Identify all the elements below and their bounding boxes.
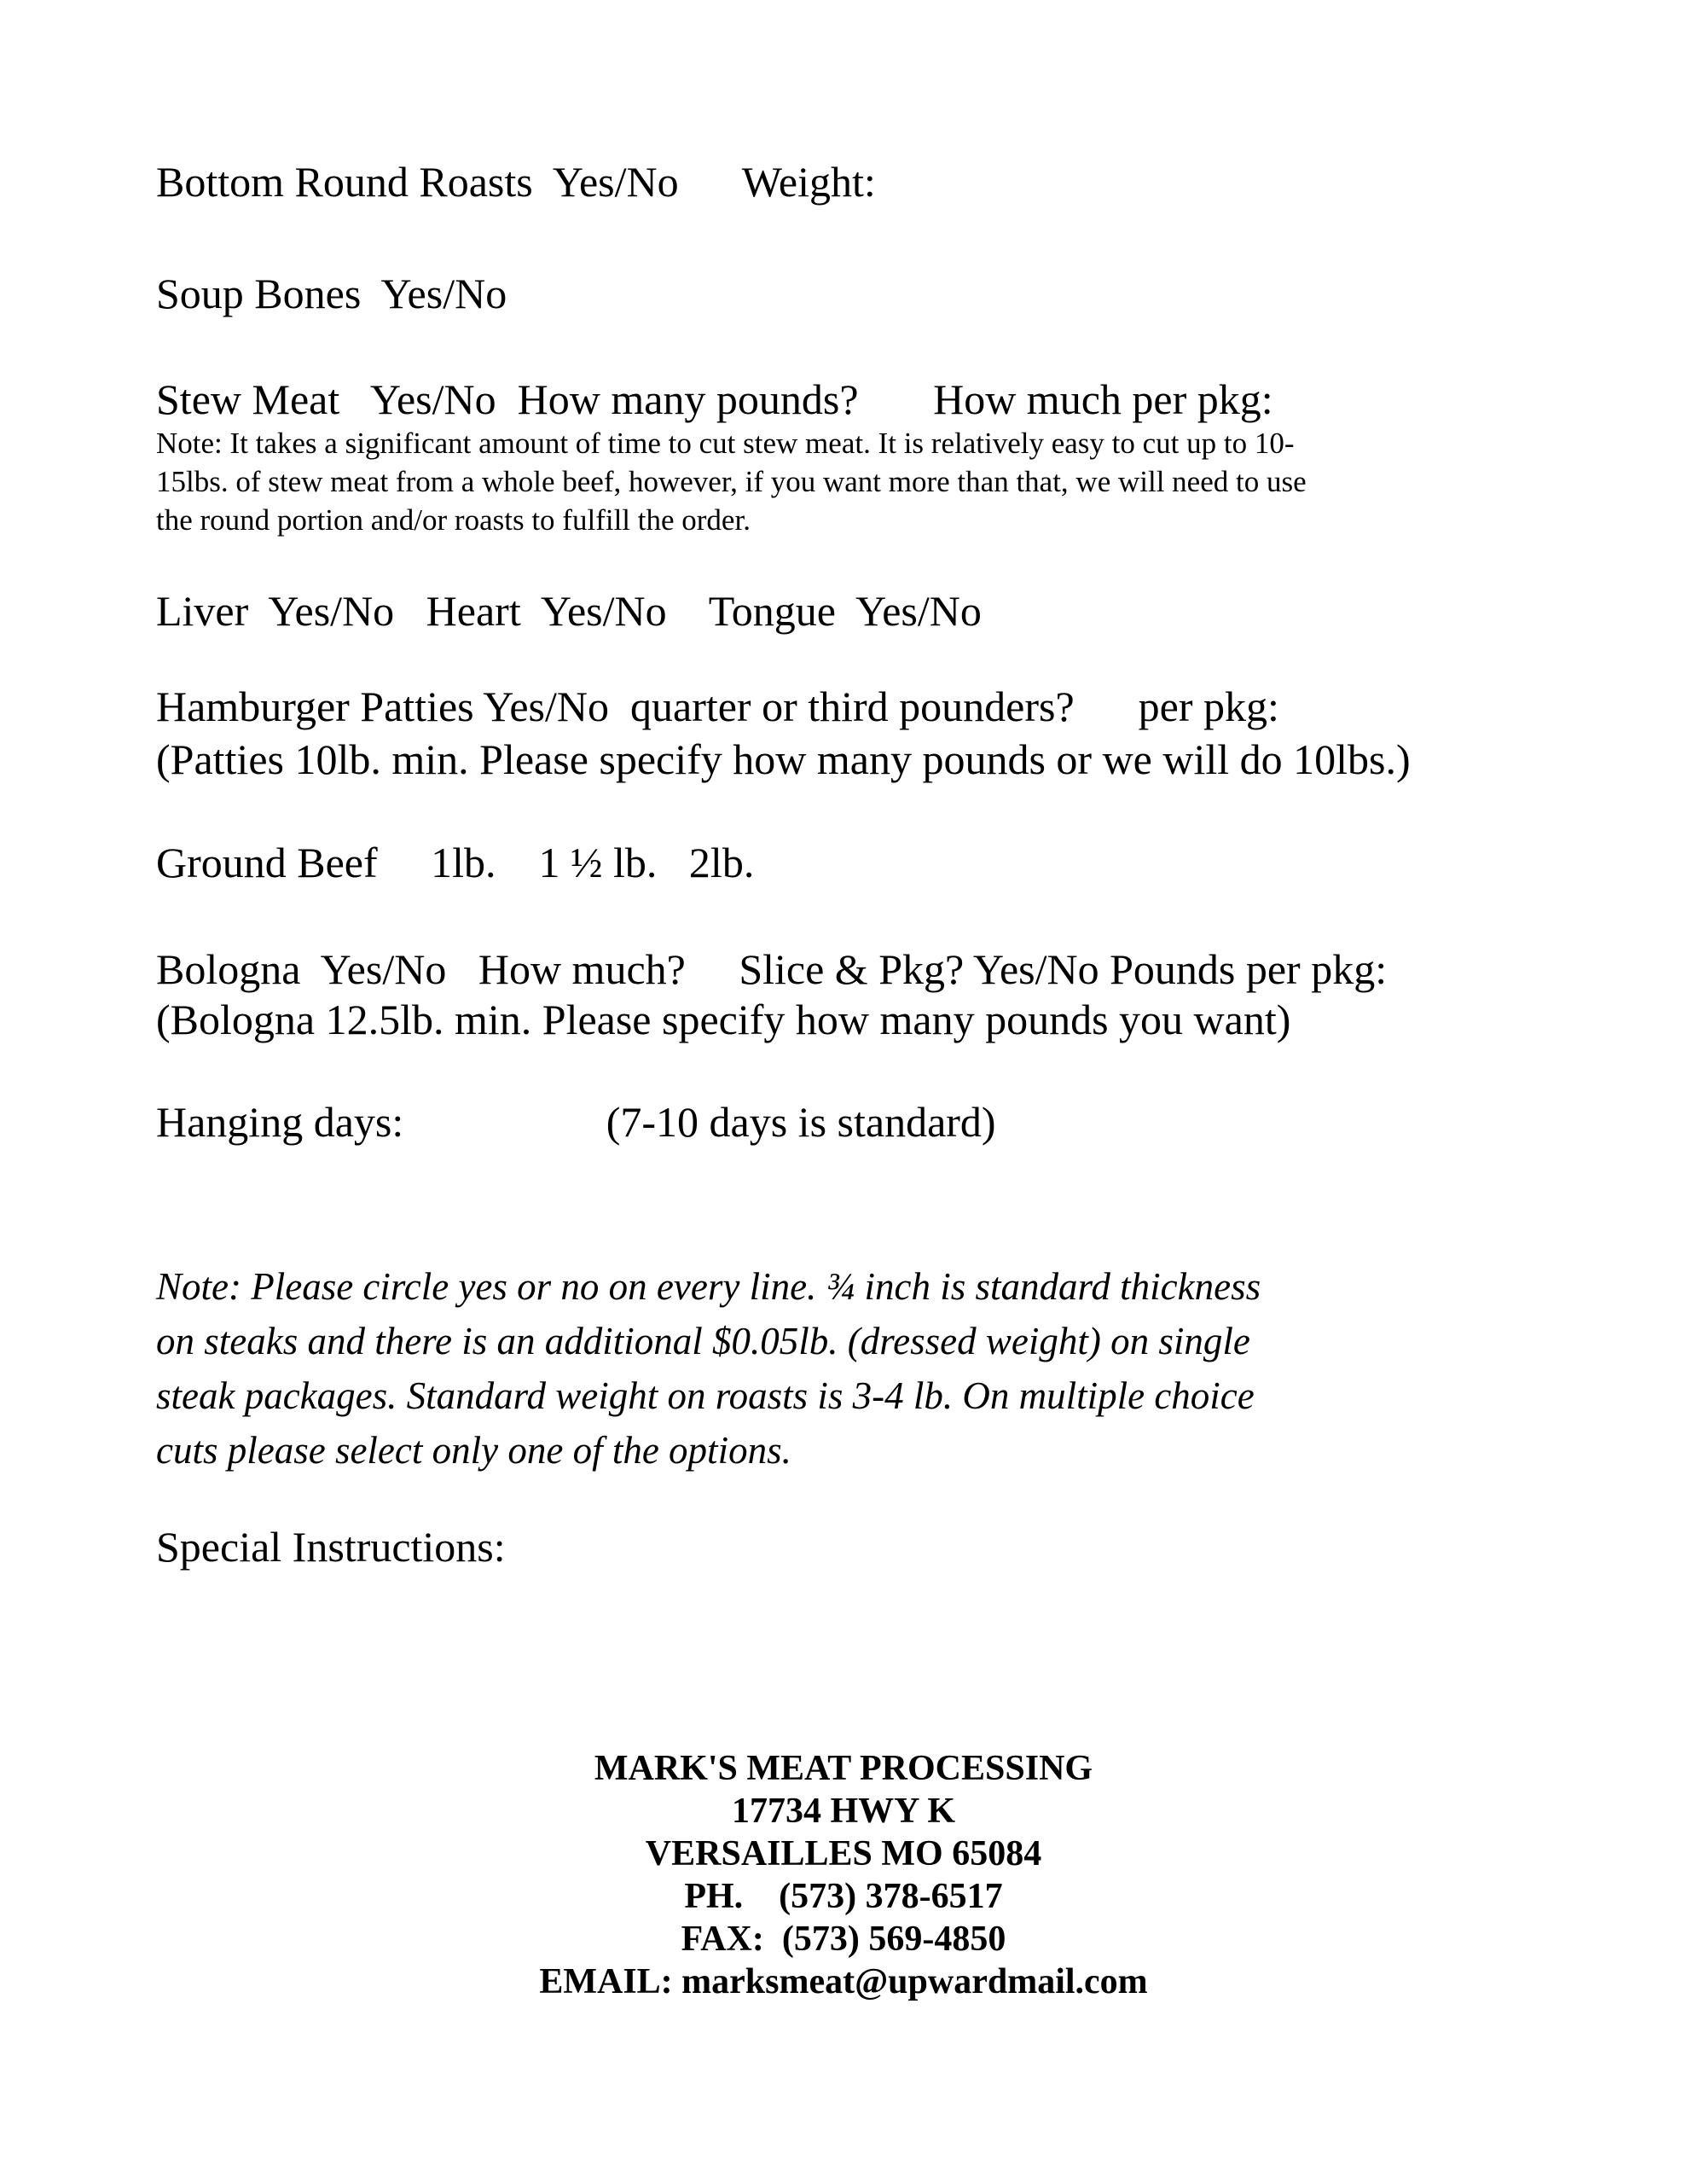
hamburger-patties-line: Hamburger Patties Yes/No quarter or third pounders? per pkg: <box>156 682 1279 730</box>
hamburger-patties-note: (Patties 10lb. min. Please specify how many pounds or we will do 10lbs.) <box>156 735 1411 783</box>
bologna-note: (Bologna 12.5lb. min. Please specify how many pounds you want) <box>156 996 1291 1043</box>
bologna-line: Bologna Yes/No How much? Slice & Pkg? Yes/No Pounds per pkg: <box>156 945 1388 993</box>
policy-note-line: cuts please select only one of the options. <box>156 1429 791 1472</box>
business-name: MARK'S MEAT PROCESSING <box>594 1749 1093 1788</box>
stew-meat-line: Stew Meat Yes/No How many pounds? How much per pkg: <box>156 375 1273 423</box>
business-address-city: VERSAILLES MO 65084 <box>645 1834 1042 1873</box>
policy-note-line: steak packages. Standard weight on roasts is 3-4 lb. On multiple choice <box>156 1374 1255 1417</box>
bottom-round-roasts-line: Bottom Round Roasts Yes/No Weight: <box>156 158 876 206</box>
stew-meat-note-line: 15lbs. of stew meat from a whole beef, however, if you want more than that, we will need to use <box>156 465 1307 498</box>
business-email: EMAIL: marksmeat@upwardmail.com <box>539 1962 1148 2001</box>
business-address-street: 17734 HWY K <box>731 1792 956 1831</box>
stew-meat-note <box>156 424 1307 539</box>
business-fax: FAX: (573) 569-4850 <box>681 1920 1006 1959</box>
stew-meat-note-line: Note: It takes a significant amount of time to cut stew meat. It is relatively easy to cut up to 10- <box>156 427 1295 460</box>
ground-beef-line: Ground Beef 1lb. 1 ½ lb. 2lb. <box>156 839 755 886</box>
business-contact-block <box>0 1747 1687 2003</box>
soup-bones-line: Soup Bones Yes/No <box>156 270 507 317</box>
special-instructions-label: Special Instructions: <box>156 1523 506 1571</box>
liver-heart-tongue-line: Liver Yes/No Heart Yes/No Tongue Yes/No <box>156 587 982 635</box>
policy-note <box>156 1259 1261 1478</box>
business-phone: PH. (573) 378-6517 <box>684 1877 1003 1916</box>
stew-meat-note-line: the round portion and/or roasts to fulfill the order. <box>156 503 751 537</box>
policy-note-line: Note: Please circle yes or no on every line. ¾ inch is standard thickness <box>156 1265 1261 1308</box>
hanging-days-line: Hanging days: (7-10 days is standard) <box>156 1098 996 1146</box>
policy-note-line: on steaks and there is an additional $0.05lb. (dressed weight) on single <box>156 1320 1250 1362</box>
